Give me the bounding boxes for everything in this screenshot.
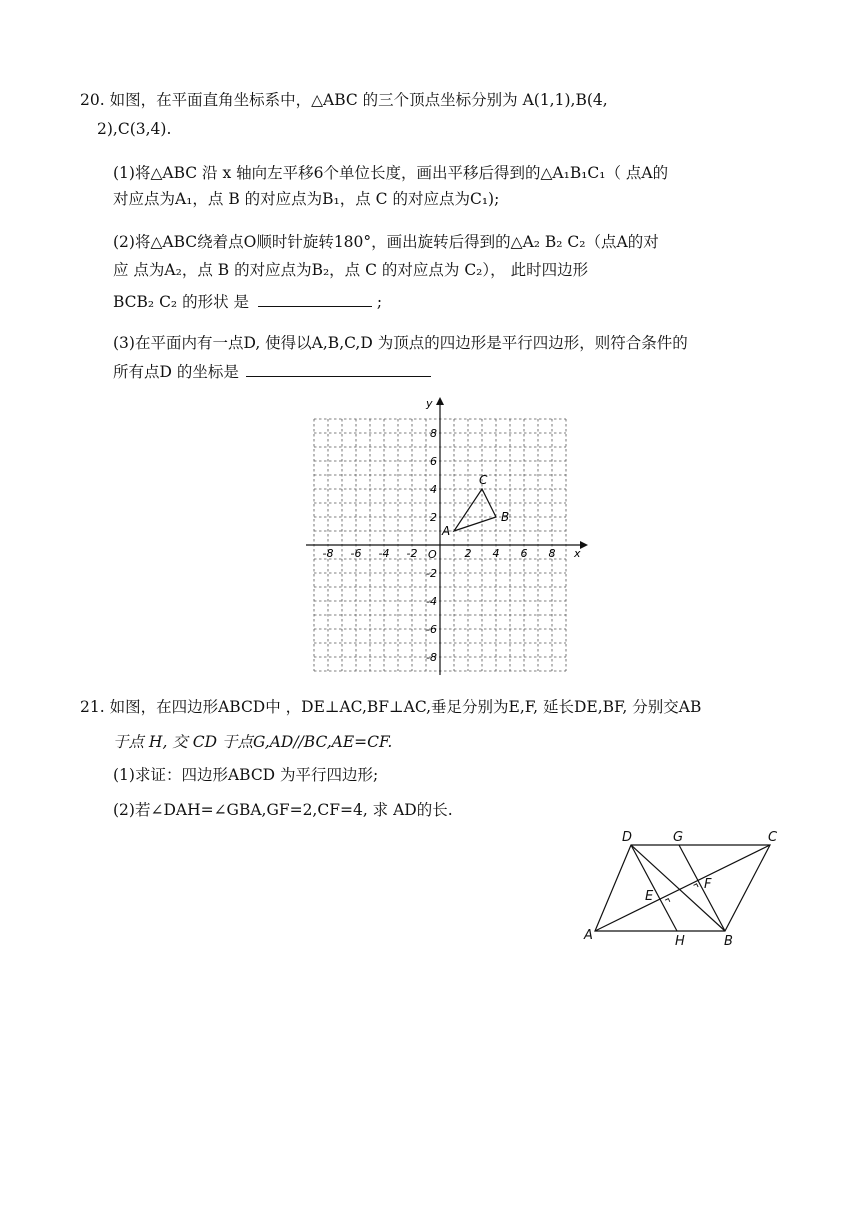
x-axis-label: x — [574, 547, 581, 560]
label-b: B — [724, 934, 733, 949]
q20-part2-line1: (2)将△ABC绕着点O顺时针旋转180°，画出旋转后得到的△A₂ B₂ C₂（点A的对 — [113, 233, 659, 251]
answer-blank-shape[interactable] — [258, 290, 372, 307]
label-e: E — [645, 889, 654, 904]
y-tick-label: 2 — [430, 511, 437, 524]
x-tick-label: 2 — [464, 547, 472, 560]
point-label-a: A — [442, 524, 451, 538]
q20-part2-line2: 应 点为A₂，点 B 的对应点为B₂，点 C 的对应点为 C₂）， 此时四边形 — [113, 261, 589, 279]
y-tick-label: 8 — [430, 427, 437, 440]
q20-part3-line2-text: 所有点D 的坐标是 — [113, 363, 239, 381]
y-tick-label: 4 — [430, 483, 437, 496]
y-tick-label: -8 — [426, 651, 437, 664]
answer-blank-point-d[interactable] — [246, 360, 431, 377]
diagonal-ac — [595, 845, 770, 931]
q20-line2: 2),C(3,4). — [97, 120, 172, 138]
label-c: C — [768, 830, 778, 845]
y-tick-label: -6 — [426, 623, 437, 636]
triangle-abc — [441, 473, 509, 538]
segment-gb — [679, 845, 725, 931]
x-tick-label: -2 — [406, 547, 418, 560]
y-tick-label: -4 — [426, 595, 437, 608]
x-axis-arrow-icon — [580, 541, 588, 549]
coordinate-grid-figure — [300, 395, 590, 680]
q20-part3-line1: (3)在平面内有一点D, 使得以A,B,C,D 为顶点的四边形是平行四边形，则符合条件的 — [113, 334, 688, 352]
q20-part2-end: ; — [376, 293, 383, 311]
segment-dh — [631, 845, 677, 931]
x-tick-label: -6 — [350, 547, 362, 560]
q20-part2-line3 — [113, 290, 382, 312]
x-tick-label: -4 — [378, 547, 390, 560]
x-tick-label: -8 — [322, 547, 334, 560]
q20-part1-line1: (1)将△ABC 沿 x 轴向左平移6个单位长度，画出平移后得到的△A₁B₁C₁（ 点A的 — [113, 164, 669, 182]
q21-part1: (1)求证：四边形ABCD 为平行四边形; — [113, 766, 379, 784]
label-f: F — [704, 877, 712, 892]
right-angle-mark-f — [694, 884, 699, 887]
q20-part2-line3-text: BCB₂ C₂ 的形状 是 — [113, 293, 249, 311]
q21-line1: 21. 如图，在四边形ABCD中 ，DE⊥AC,BF⊥AC,垂足分别为E,F, 延长DE,BF, 分别交AB — [80, 698, 702, 716]
y-tick-label: 6 — [430, 455, 437, 468]
parallelogram-figure — [580, 828, 790, 953]
x-tick-label: 4 — [492, 547, 500, 560]
label-a: A — [584, 928, 593, 943]
q20-part1-line2: 对应点为A₁，点 B 的对应点为B₁，点 C 的对应点为C₁); — [113, 190, 500, 208]
y-tick-label: -2 — [426, 567, 437, 580]
triangle-abc-outline — [454, 489, 496, 531]
x-tick-label: 8 — [548, 547, 556, 560]
right-angle-mark-e — [665, 899, 670, 902]
y-axis-label: y — [426, 397, 433, 410]
label-g: G — [673, 830, 684, 845]
q21-line2: 于点 H, 交 CD 于点G,AD//BC,AE=CF. — [113, 733, 393, 751]
label-h: H — [675, 934, 685, 949]
q21-part2: (2)若∠DAH=∠GBA,GF=2,CF=4, 求 AD的长. — [113, 801, 453, 819]
y-axis-arrow-icon — [436, 397, 444, 405]
q20-part3-line2 — [113, 360, 431, 382]
x-tick-label: 6 — [520, 547, 528, 560]
label-d: D — [622, 830, 633, 845]
point-label-b: B — [501, 510, 510, 524]
point-label-c: C — [479, 473, 488, 487]
q20-line1: 20. 如图，在平面直角坐标系中，△ABC 的三个顶点坐标分别为 A(1,1),B(4, — [80, 91, 608, 109]
origin-label: O — [428, 548, 437, 561]
